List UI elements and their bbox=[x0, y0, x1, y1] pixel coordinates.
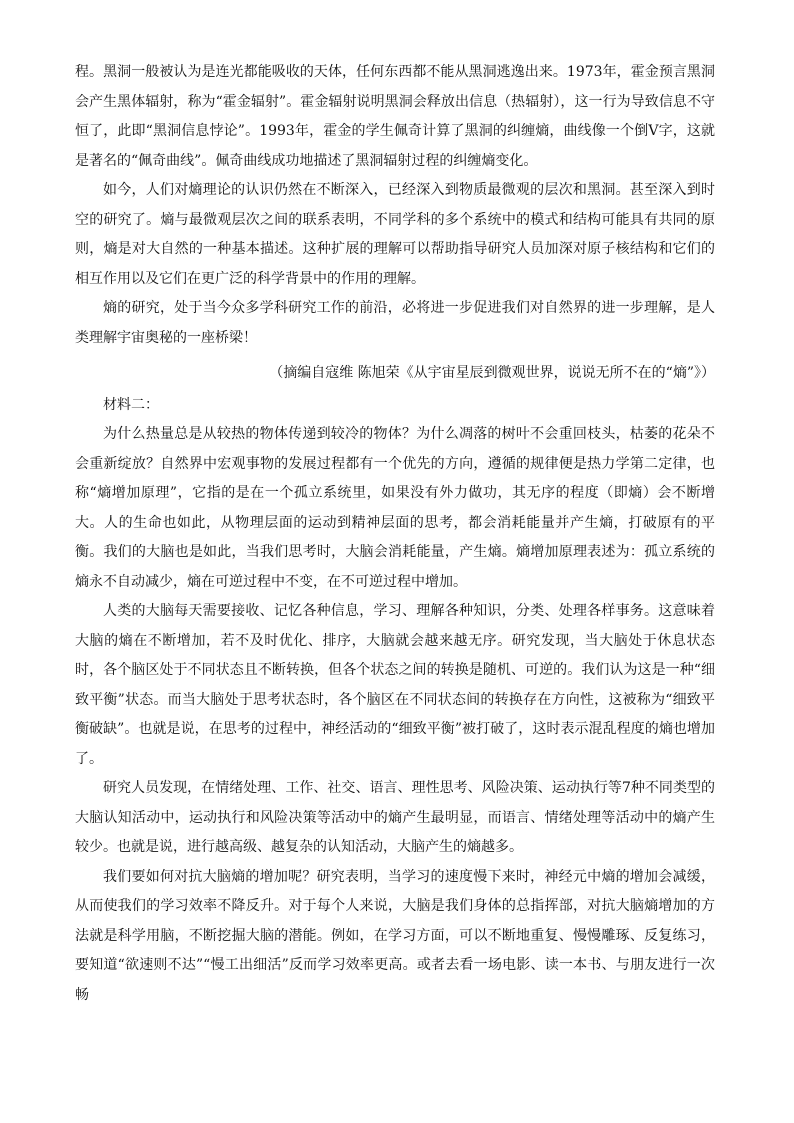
paragraph-2: 如今，人们对熵理论的认识仍然在不断深入，已经深入到物质最微观的层次和黑洞。甚至深入到时空的研究了。熵与最微观层次之间的联系表明，不同学科的多个系统中的模式和结构可能具有共同的原则，熵是对大自然的一种基本描述。这种扩展的理解可以帮助指导研究人员加深对原子核结构和它们的相互作用以及它们在更广泛的科学背景中的作用的理解。 bbox=[75, 182, 715, 287]
paragraph-6: 研究人员发现，在情绪处理、工作、社交、语言、理性思考、风险决策、运动执行等7种不同类型的大脑认知活动中，运动执行和风险决策等活动中的熵产生最明显，而语言、情绪处理等活动中的熵产生较少。也就是说，进行越高级、越复杂的认知活动，大脑产生的熵越多。 bbox=[75, 780, 715, 855]
paragraph-7: 我们要如何对抗大脑熵的增加呢？研究表明，当学习的速度慢下来时，神经元中熵的增加会减缓，从而使我们的学习效率不降反升。对于每个人来说，大脑是我们身体的总指挥部，对抗大脑熵增加的方法就是科学用脑，不断挖掘大脑的潜能。例如，在学习方面，可以不断地重复、慢慢雕琢、反复练习，要知道“欲速则不达”“慢工出细活”反而学习效率更高。或者去看一场电影、读一本书、与朋友进行一次畅 bbox=[75, 868, 715, 1003]
section-label: 材料二： bbox=[103, 396, 159, 413]
paragraph-1: 程。黑洞一般被认为是连光都能吸收的天体，任何东西都不能从黑洞逃逸出来。1973年，霍金预言黑洞会产生黑体辐射，称为“霍金辐射”。霍金辐射说明黑洞会释放出信息（热辐射），这一行为导致信息不守恒了，此即“黑洞信息悖论”。1993年，霍金的学生佩奇计算了黑洞的纠缠熵，曲线像一个倒V字，这就是著名的“佩奇曲线”。佩奇曲线成功地描述了黑洞辐射过程的纠缠熵变化。 bbox=[75, 64, 715, 169]
source-citation: （摘编自寇维 陈旭荣《从宇宙星辰到微观世界，说说无所不在的“熵”》） bbox=[269, 365, 715, 381]
paragraph-4: 为什么热量总是从较热的物体传递到较冷的物体？为什么凋落的树叶不会重回枝头，枯萎的花朵不会重新绽放？自然界中宏观事物的发展过程都有一个优先的方向，遵循的规律便是热力学第二定律，也称“熵增加原理”，它指的是在一个孤立系统里，如果没有外力做功，其无序的程度（即熵）会不断增大。人的生命也如此，从物理层面的运动到精神层面的思考，都会消耗能量并产生熵，打破原有的平衡。我们的大脑也是如此，当我们思考时，大脑会消耗能量，产生熵。熵增加原理表述为：孤立系统的熵永不自动减少，熵在可逆过程中不变，在不可逆过程中增加。 bbox=[75, 426, 715, 590]
document-body bbox=[75, 58, 715, 1010]
paragraph-5: 人类的大脑每天需要接收、记忆各种信息，学习、理解各种知识，分类、处理各样事务。这意味着大脑的熵在不断增加，若不及时优化、排序，大脑就会越来越无序。研究发现，当大脑处于休息状态时，各个脑区处于不同状态且不断转换，但各个状态之间的转换是随机、可逆的。我们认为这是一种“细致平衡”状态。而当大脑处于思考状态时，各个脑区在不同状态间的转换存在方向性，这被称为“细致平衡破缺”。也就是说，在思考的过程中，神经活动的“细致平衡”被打破了，这时表示混乱程度的熵也增加了。 bbox=[75, 603, 715, 767]
paragraph-3: 熵的研究，处于当今众多学科研究工作的前沿，必将进一步促进我们对自然界的进一步理解，是人类理解宇宙奥秘的一座桥梁！ bbox=[75, 300, 715, 346]
